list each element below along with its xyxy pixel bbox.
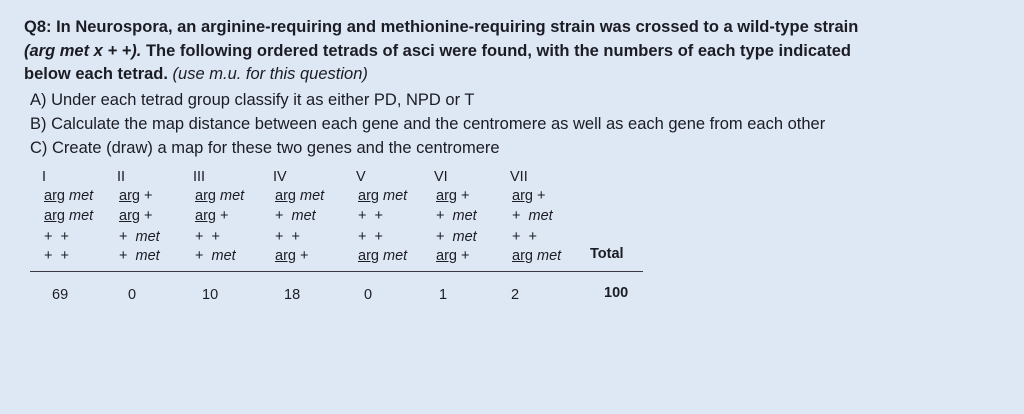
tetrad-count: 0 (128, 287, 137, 303)
arg-allele: arg (119, 208, 140, 224)
spore-genotype: + met (195, 248, 236, 264)
tetrad-count: 1 (439, 287, 448, 303)
spore-genotype (195, 187, 244, 205)
part-a: A) Under each tetrad group classify it as either PD, NPD or T (30, 91, 475, 109)
spore-genotype: + met (436, 208, 477, 224)
spore-genotype (44, 207, 93, 225)
met-allele: met (383, 188, 408, 204)
spore-genotype: + met (275, 208, 316, 224)
spore-genotype: + + (512, 229, 537, 245)
arg-allele: arg (275, 188, 296, 204)
spore-genotype: + met (436, 229, 477, 245)
met-allele: met (69, 208, 94, 224)
tetrad-count: 2 (511, 287, 520, 303)
arg-allele: arg (436, 248, 457, 264)
met-allele: met (220, 188, 245, 204)
arg-allele: arg (512, 188, 533, 204)
total-label: Total (590, 246, 624, 262)
met-allele: met (383, 248, 408, 264)
spore-genotype: + met (119, 248, 160, 264)
met-allele: met (211, 248, 236, 264)
met-allele: met (537, 248, 562, 264)
tetrad-count: 10 (202, 287, 219, 303)
spore-genotype (358, 187, 407, 205)
spore-genotype: arg + (275, 248, 309, 264)
tetrad-header: IV (273, 169, 287, 185)
spore-genotype: + + (358, 229, 383, 245)
question-line-2 (24, 41, 851, 61)
arg-allele: arg (358, 188, 379, 204)
spore-genotype (358, 247, 407, 265)
met-allele: met (135, 248, 160, 264)
tetrad-count: 69 (52, 287, 69, 303)
part-c: C) Create (draw) a map for these two genes and the centromere (30, 139, 500, 157)
spore-genotype: arg + (119, 208, 153, 224)
spore-genotype (44, 187, 93, 205)
question-line-1 (24, 17, 858, 37)
spore-genotype (275, 187, 324, 205)
arg-allele: arg (512, 248, 533, 264)
tetrad-count: 18 (284, 287, 301, 303)
tetrad-header: II (117, 169, 126, 185)
arg-allele: arg (275, 248, 296, 264)
arg-allele: arg (358, 248, 379, 264)
spore-genotype: + + (44, 229, 69, 245)
tetrad-header: V (356, 169, 366, 185)
tetrad-header: VI (434, 169, 448, 185)
question-text-1: Q8: In Neurospora, an arginine-requiring and methionine-requiring strain was crossed to a wild-type strain (24, 18, 859, 36)
spore-genotype: + + (195, 229, 220, 245)
part-b: B) Calculate the map distance between each gene and the centromere as well as each gene from each other (30, 115, 826, 133)
met-allele: met (135, 229, 160, 245)
spore-genotype: arg + (195, 208, 229, 224)
tetrad-header: I (42, 169, 47, 185)
spore-genotype: + + (358, 208, 383, 224)
question-line-3 (24, 64, 368, 84)
arg-allele: arg (195, 208, 216, 224)
tetrad-header: VII (510, 169, 528, 185)
spore-genotype: arg + (512, 188, 546, 204)
arg-allele: arg (195, 188, 216, 204)
table-divider (30, 271, 643, 272)
spore-genotype (512, 247, 561, 265)
arg-allele: arg (119, 188, 140, 204)
met-allele: met (69, 188, 94, 204)
tetrad-count: 0 (364, 287, 373, 303)
met-allele: met (291, 208, 316, 224)
met-allele: met (300, 188, 325, 204)
spore-genotype: arg + (119, 188, 153, 204)
spore-genotype: arg + (436, 248, 470, 264)
total-value: 100 (604, 285, 629, 301)
arg-allele: arg (44, 188, 65, 204)
met-allele: met (528, 208, 553, 224)
spore-genotype: + met (119, 229, 160, 245)
question-text-3: below each tetrad. (24, 65, 168, 83)
tetrad-header: III (193, 169, 206, 185)
arg-allele: arg (436, 188, 457, 204)
arg-allele: arg (44, 208, 65, 224)
spore-genotype: + + (275, 229, 300, 245)
met-allele: met (452, 208, 477, 224)
met-allele: met (452, 229, 477, 245)
spore-genotype: + met (512, 208, 553, 224)
units-note: (use m.u. for this question) (167, 65, 368, 83)
cross-notation: (arg met x + +). (24, 42, 142, 60)
question-text-2: The following ordered tetrads of asci were found, with the numbers of each type indicated (141, 42, 851, 60)
spore-genotype: arg + (436, 188, 470, 204)
spore-genotype: + + (44, 248, 69, 264)
